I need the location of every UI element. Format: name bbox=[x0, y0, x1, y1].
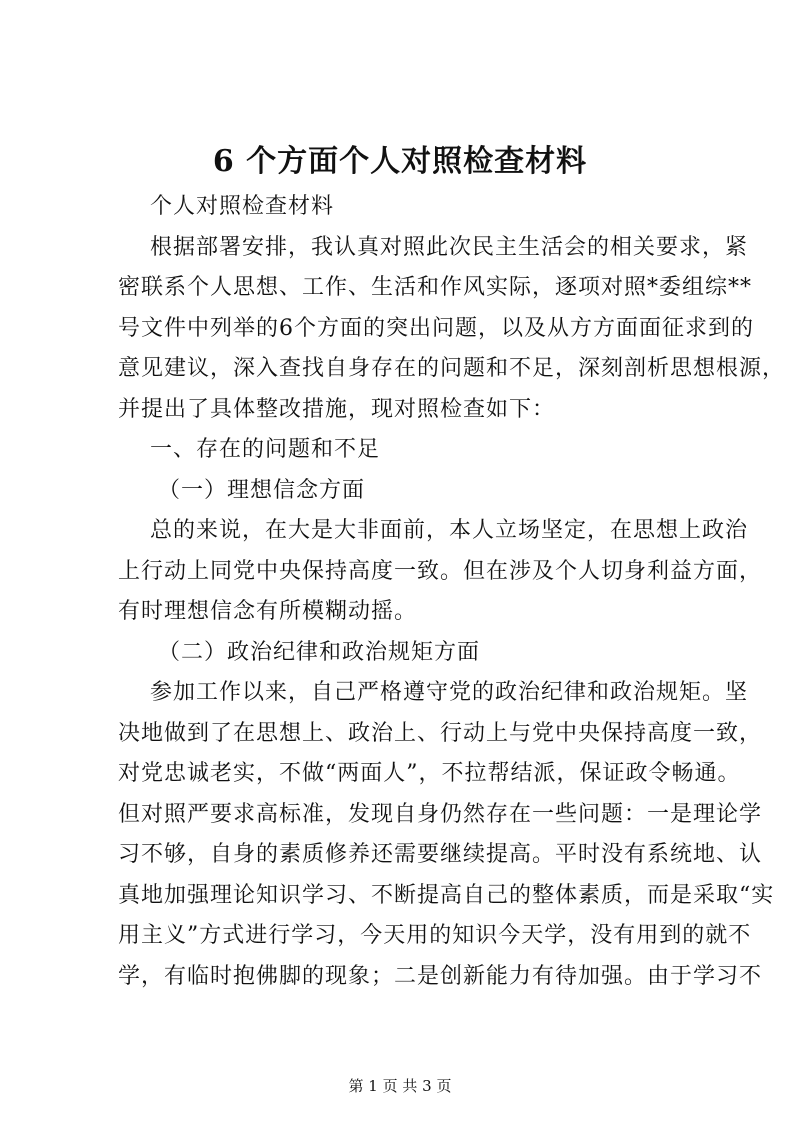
paragraph-line: 参加工作以来，自己严格遵守党的政治纪律和政治规矩。坚 bbox=[150, 680, 749, 705]
subtitle-line: 个人对照检查材料 bbox=[150, 194, 335, 219]
paragraph-line: 根据部署安排，我认真对照此次民主生活会的相关要求，紧 bbox=[150, 235, 749, 260]
paragraph-line: 决地做到了在思想上、政治上、行动上与党中央保持高度一致， bbox=[118, 721, 763, 746]
page-number-footer: 第 1 页 共 3 页 bbox=[348, 1077, 452, 1095]
subsection-heading: （二）政治纪律和政治规矩方面 bbox=[158, 640, 481, 665]
section-heading: 一、存在的问题和不足 bbox=[150, 437, 381, 462]
paragraph-line: 习不够，自身的素质修养还需要继续提高。平时没有系统地、认 bbox=[118, 842, 763, 867]
paragraph-line: 总的来说，在大是大非面前，本人立场坚定，在思想上政治 bbox=[150, 518, 749, 543]
paragraph-line: 学，有临时抱佛脚的现象；二是创新能力有待加强。由于学习不 bbox=[118, 964, 763, 989]
paragraph-line: 意见建议，深入查找自身存在的问题和不足，深刻剖析思想根源， bbox=[118, 356, 786, 381]
paragraph-line: 并提出了具体整改措施，现对照检查如下： bbox=[118, 397, 556, 422]
paragraph-line: 号文件中列举的6个方面的突出问题，以及从方方面面征求到的 bbox=[118, 316, 754, 341]
document-title: 6 个方面个人对照检查材料 bbox=[212, 144, 588, 179]
paragraph-line: 上行动上同党中央保持高度一致。但在涉及个人切身利益方面， bbox=[118, 559, 763, 584]
paragraph-line: 但对照严要求高标准，发现自身仍然存在一些问题：一是理论学 bbox=[118, 802, 763, 827]
paragraph-line: 用主义”方式进行学习，今天用的知识今天学，没有用到的就不 bbox=[118, 923, 752, 948]
paragraph-line: 有时理想信念有所模糊动摇。 bbox=[118, 599, 418, 624]
paragraph-line: 密联系个人思想、工作、生活和作风实际，逐项对照*委组综** bbox=[118, 275, 753, 300]
paragraph-line: 真地加强理论知识学习、不断提高自己的整体素质，而是采取“实 bbox=[118, 883, 775, 908]
subsection-heading: （一）理想信念方面 bbox=[158, 478, 366, 503]
paragraph-line: 对党忠诚老实，不做“两面人”，不拉帮结派，保证政令畅通。 bbox=[118, 761, 741, 786]
